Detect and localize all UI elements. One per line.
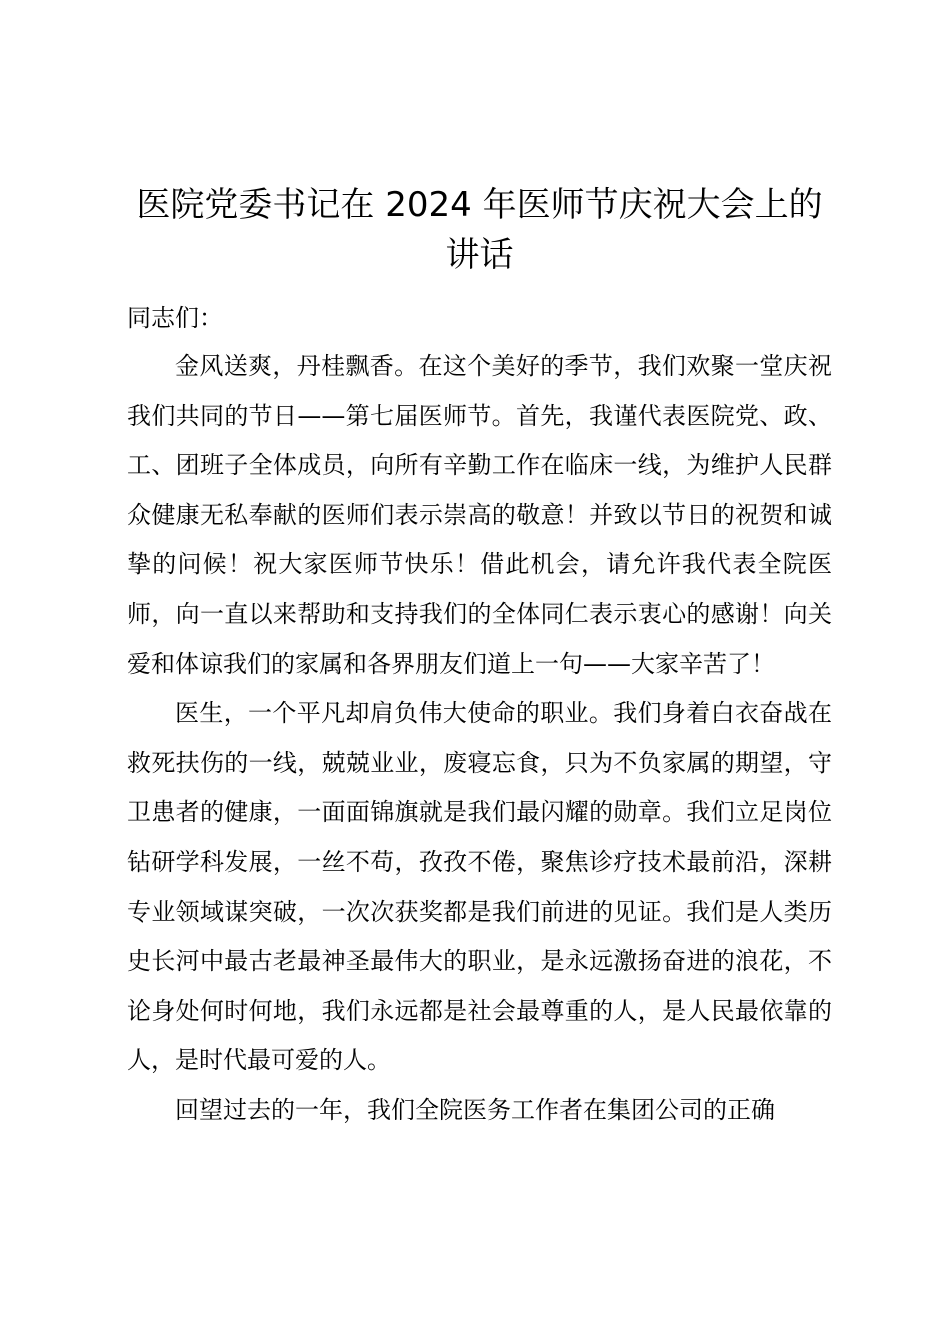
salutation: 同志们：	[127, 304, 223, 332]
paragraph-3: 回望过去的一年，我们全院医务工作者在集团公司的正确	[175, 1095, 775, 1124]
document-title: 医院党委书记在 2024 年医师节庆祝大会上的讲话	[136, 185, 823, 275]
document-page	[127, 180, 832, 1136]
paragraph-1: 金风送爽，丹桂飘香。在这个美好的季节，我们欢聚一堂庆祝我们共同的节日——第七届医师节。首先，我谨代表医院党、政、工、团班子全体成员，向所有辛勤工作在临床一线，为维护人民群众健康无私奉献的医师们表示崇高的敬意！并致以节日的祝贺和诚挚的问候！祝大家医师节快乐！借此机会，请允许我代表全院医师，向一直以来帮助和支持我们的全体同仁表示衷心的感谢！向关爱和体谅我们的家属和各界朋友们道上一句——大家辛苦了！	[127, 352, 832, 678]
paragraph-2: 医生，一个平凡却肩负伟大使命的职业。我们身着白衣奋战在救死扶伤的一线，兢兢业业，废寝忘食，只为不负家属的期望，守卫患者的健康，一面面锦旗就是我们最闪耀的勋章。我们立足岗位钻研学科发展，一丝不苟，孜孜不倦，聚焦诊疗技术最前沿，深耕专业领域谋突破，一次次获奖都是我们前进的见证。我们是人类历史长河中最古老最神圣最伟大的职业，是永远激扬奋进的浪花，不论身处何时何地，我们永远都是社会最尊重的人，是人民最依靠的人，是时代最可爱的人。	[127, 699, 832, 1075]
